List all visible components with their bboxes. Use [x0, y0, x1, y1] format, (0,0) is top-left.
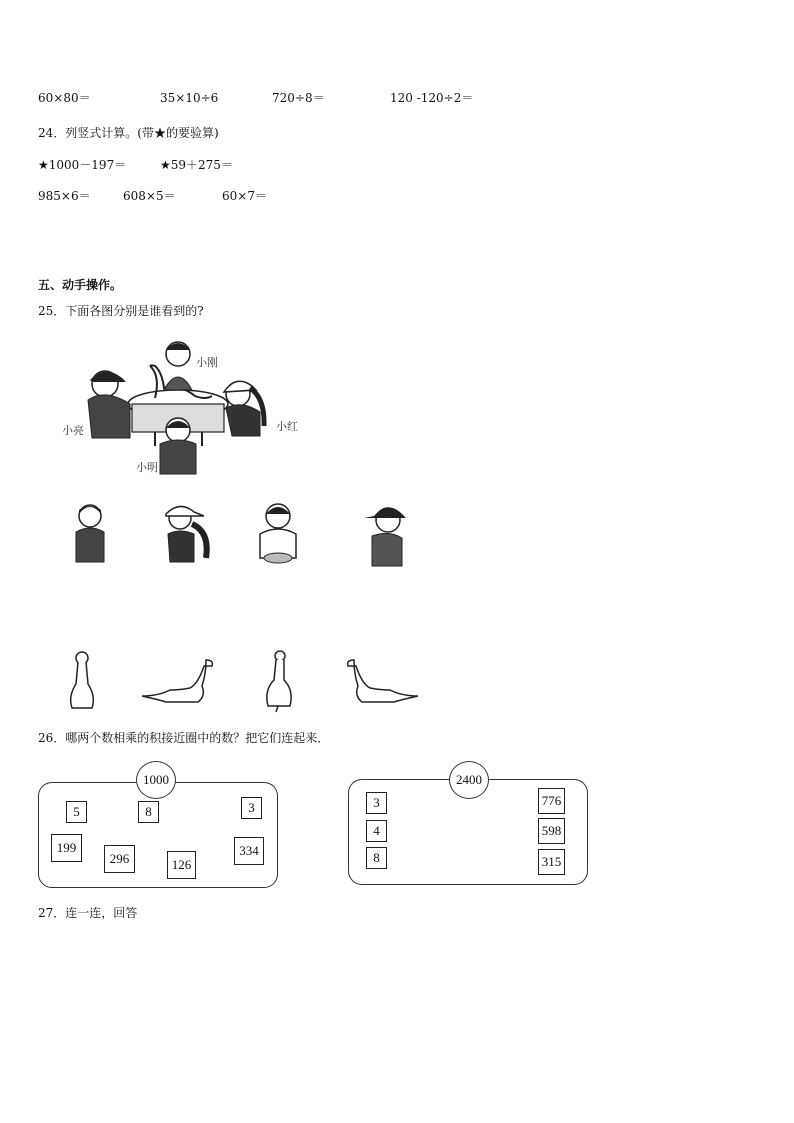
number-box[interactable]: 8 — [138, 801, 159, 823]
number-box[interactable]: 8 — [366, 847, 387, 869]
q25-title: 25．下面各图分别是谁看到的? — [38, 304, 204, 318]
target-circle-2400: 2400 — [449, 761, 489, 799]
q27-title: 27．连一连，回答 — [38, 906, 138, 920]
calc-35x10: 35×10÷6 — [160, 91, 219, 105]
table-scene-illustration — [60, 338, 310, 488]
number-box[interactable]: 334 — [234, 837, 264, 865]
name-xiaohong: 小红 — [276, 420, 298, 433]
dinosaur-side-right-icon — [342, 656, 422, 708]
dinosaur-back-view-icon — [258, 650, 298, 712]
number-box[interactable]: 126 — [167, 851, 196, 879]
q24-calc-985x6: 985×6＝ — [38, 189, 91, 203]
q26-title: 26．哪两个数相乘的积接近圈中的数？把它们连起来． — [38, 731, 330, 745]
dinosaur-side-left-icon — [140, 656, 220, 708]
q24-calc-608x5: 608×5＝ — [123, 189, 176, 203]
name-xiaoliang: 小亮 — [62, 424, 84, 437]
boy-front-view-icon — [70, 502, 110, 564]
number-box[interactable]: 5 — [66, 801, 87, 823]
q24-calc-1000-197: ★1000－197＝ — [38, 158, 127, 172]
target-circle-1000: 1000 — [136, 761, 176, 799]
name-xiaoming: 小明 — [136, 461, 158, 474]
boy-back-view-icon — [254, 500, 302, 566]
q24-calc-60x7: 60×7＝ — [222, 189, 267, 203]
number-box[interactable]: 296 — [104, 845, 135, 873]
number-box[interactable]: 4 — [366, 820, 387, 842]
boy-cap-side-view-icon — [158, 502, 214, 564]
section-5-title: 五、动手操作。 — [38, 278, 123, 292]
number-box[interactable]: 776 — [538, 788, 565, 814]
number-box[interactable]: 199 — [51, 834, 82, 862]
boy-cap-three-quarter-view-icon — [360, 502, 412, 568]
calc-720div8: 720÷8＝ — [272, 91, 325, 105]
number-box[interactable]: 3 — [366, 792, 387, 814]
name-xiaogang: 小刚 — [196, 356, 218, 369]
number-box[interactable]: 3 — [241, 797, 262, 819]
q24-title: 24．列竖式计算。(带★的要验算) — [38, 126, 219, 140]
calc-120: 120 -120÷2＝ — [390, 91, 474, 105]
number-box[interactable]: 598 — [538, 818, 565, 844]
q24-calc-59-275: ★59＋275＝ — [160, 158, 233, 172]
number-box[interactable]: 315 — [538, 849, 565, 875]
calc-60x80: 60×80＝ — [38, 91, 91, 105]
dinosaur-front-view-icon — [62, 650, 102, 712]
